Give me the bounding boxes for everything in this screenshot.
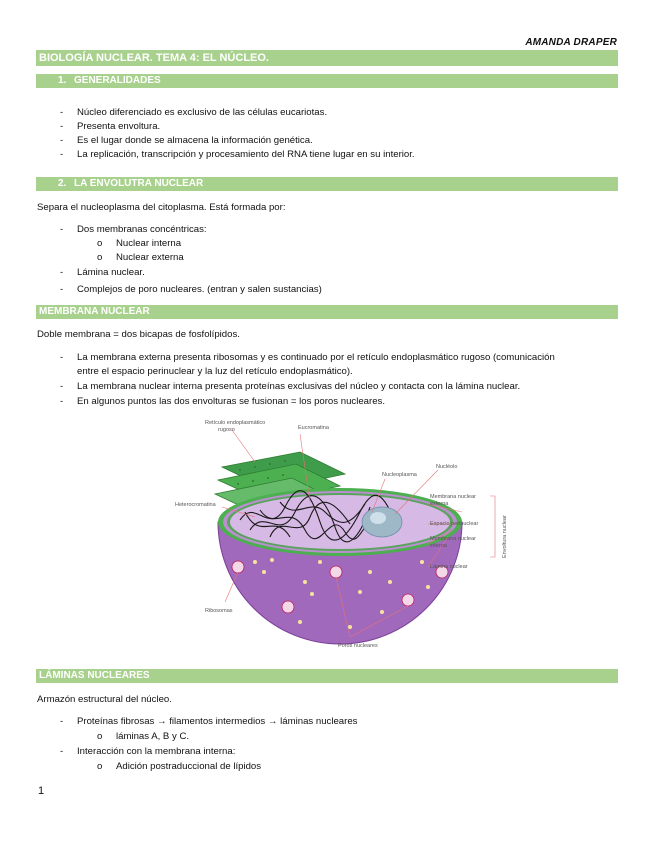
document-title: BIOLOGÍA NUCLEAR. TEMA 4: EL NÚCLEO. bbox=[36, 50, 618, 66]
label-membrana-interna: Membrana nuclear bbox=[430, 536, 476, 542]
section-heading-membrana: MEMBRANA NUCLEAR bbox=[36, 305, 618, 319]
section-label: GENERALIDADES bbox=[74, 75, 161, 86]
paragraph: Separa el nucleoplasma del citoplasma. Está formada por: bbox=[37, 202, 286, 213]
label-espacio-perinuclear: Espacio perinuclear bbox=[430, 521, 479, 527]
paragraph: Armazón estructural del núcleo. bbox=[37, 694, 172, 705]
label-nucleoplasma: Nucleoplasma bbox=[382, 472, 417, 478]
label-reticulo-2: rugoso bbox=[218, 427, 235, 433]
label-envoltura-nuclear: Envoltura nuclear bbox=[502, 515, 508, 558]
section-heading-envoltura bbox=[36, 177, 618, 191]
label-membrana-interna-2: interna bbox=[430, 543, 447, 549]
section-heading-generalidades bbox=[36, 74, 618, 88]
label-nucleolo: Nucléolo bbox=[436, 464, 458, 470]
label-membrana-externa: Membrana nuclear bbox=[430, 494, 476, 500]
label-lamina-nuclear: Lámina nuclear bbox=[430, 564, 468, 570]
paragraph: Doble membrana = dos bicapas de fosfolípidos. bbox=[37, 329, 240, 340]
section-number: 2. bbox=[58, 178, 67, 189]
page-number: 1 bbox=[38, 785, 45, 797]
section-heading-laminas: LÁMINAS NUCLEARES bbox=[36, 669, 618, 683]
section-number: 1. bbox=[58, 75, 67, 86]
author-name: AMANDA DRAPER bbox=[525, 37, 617, 48]
label-reticulo: Retículo endoplasmático bbox=[205, 420, 266, 426]
list-item-continuation: entre el espacio perinuclear y la luz del retículo endoplasmático). bbox=[77, 366, 353, 377]
nucleus-diagram bbox=[160, 412, 520, 664]
section-label: LA ENVOLUTRA NUCLEAR bbox=[74, 178, 204, 189]
label-poros-nucleares: Poros nucleares bbox=[338, 643, 378, 649]
label-ribosomas: Ribosomas bbox=[205, 608, 233, 614]
label-heterocromatina: Heterocromatina bbox=[175, 502, 216, 508]
label-membrana-externa-2: externa bbox=[430, 501, 449, 507]
label-eucromatina: Eucromatina bbox=[298, 425, 329, 431]
